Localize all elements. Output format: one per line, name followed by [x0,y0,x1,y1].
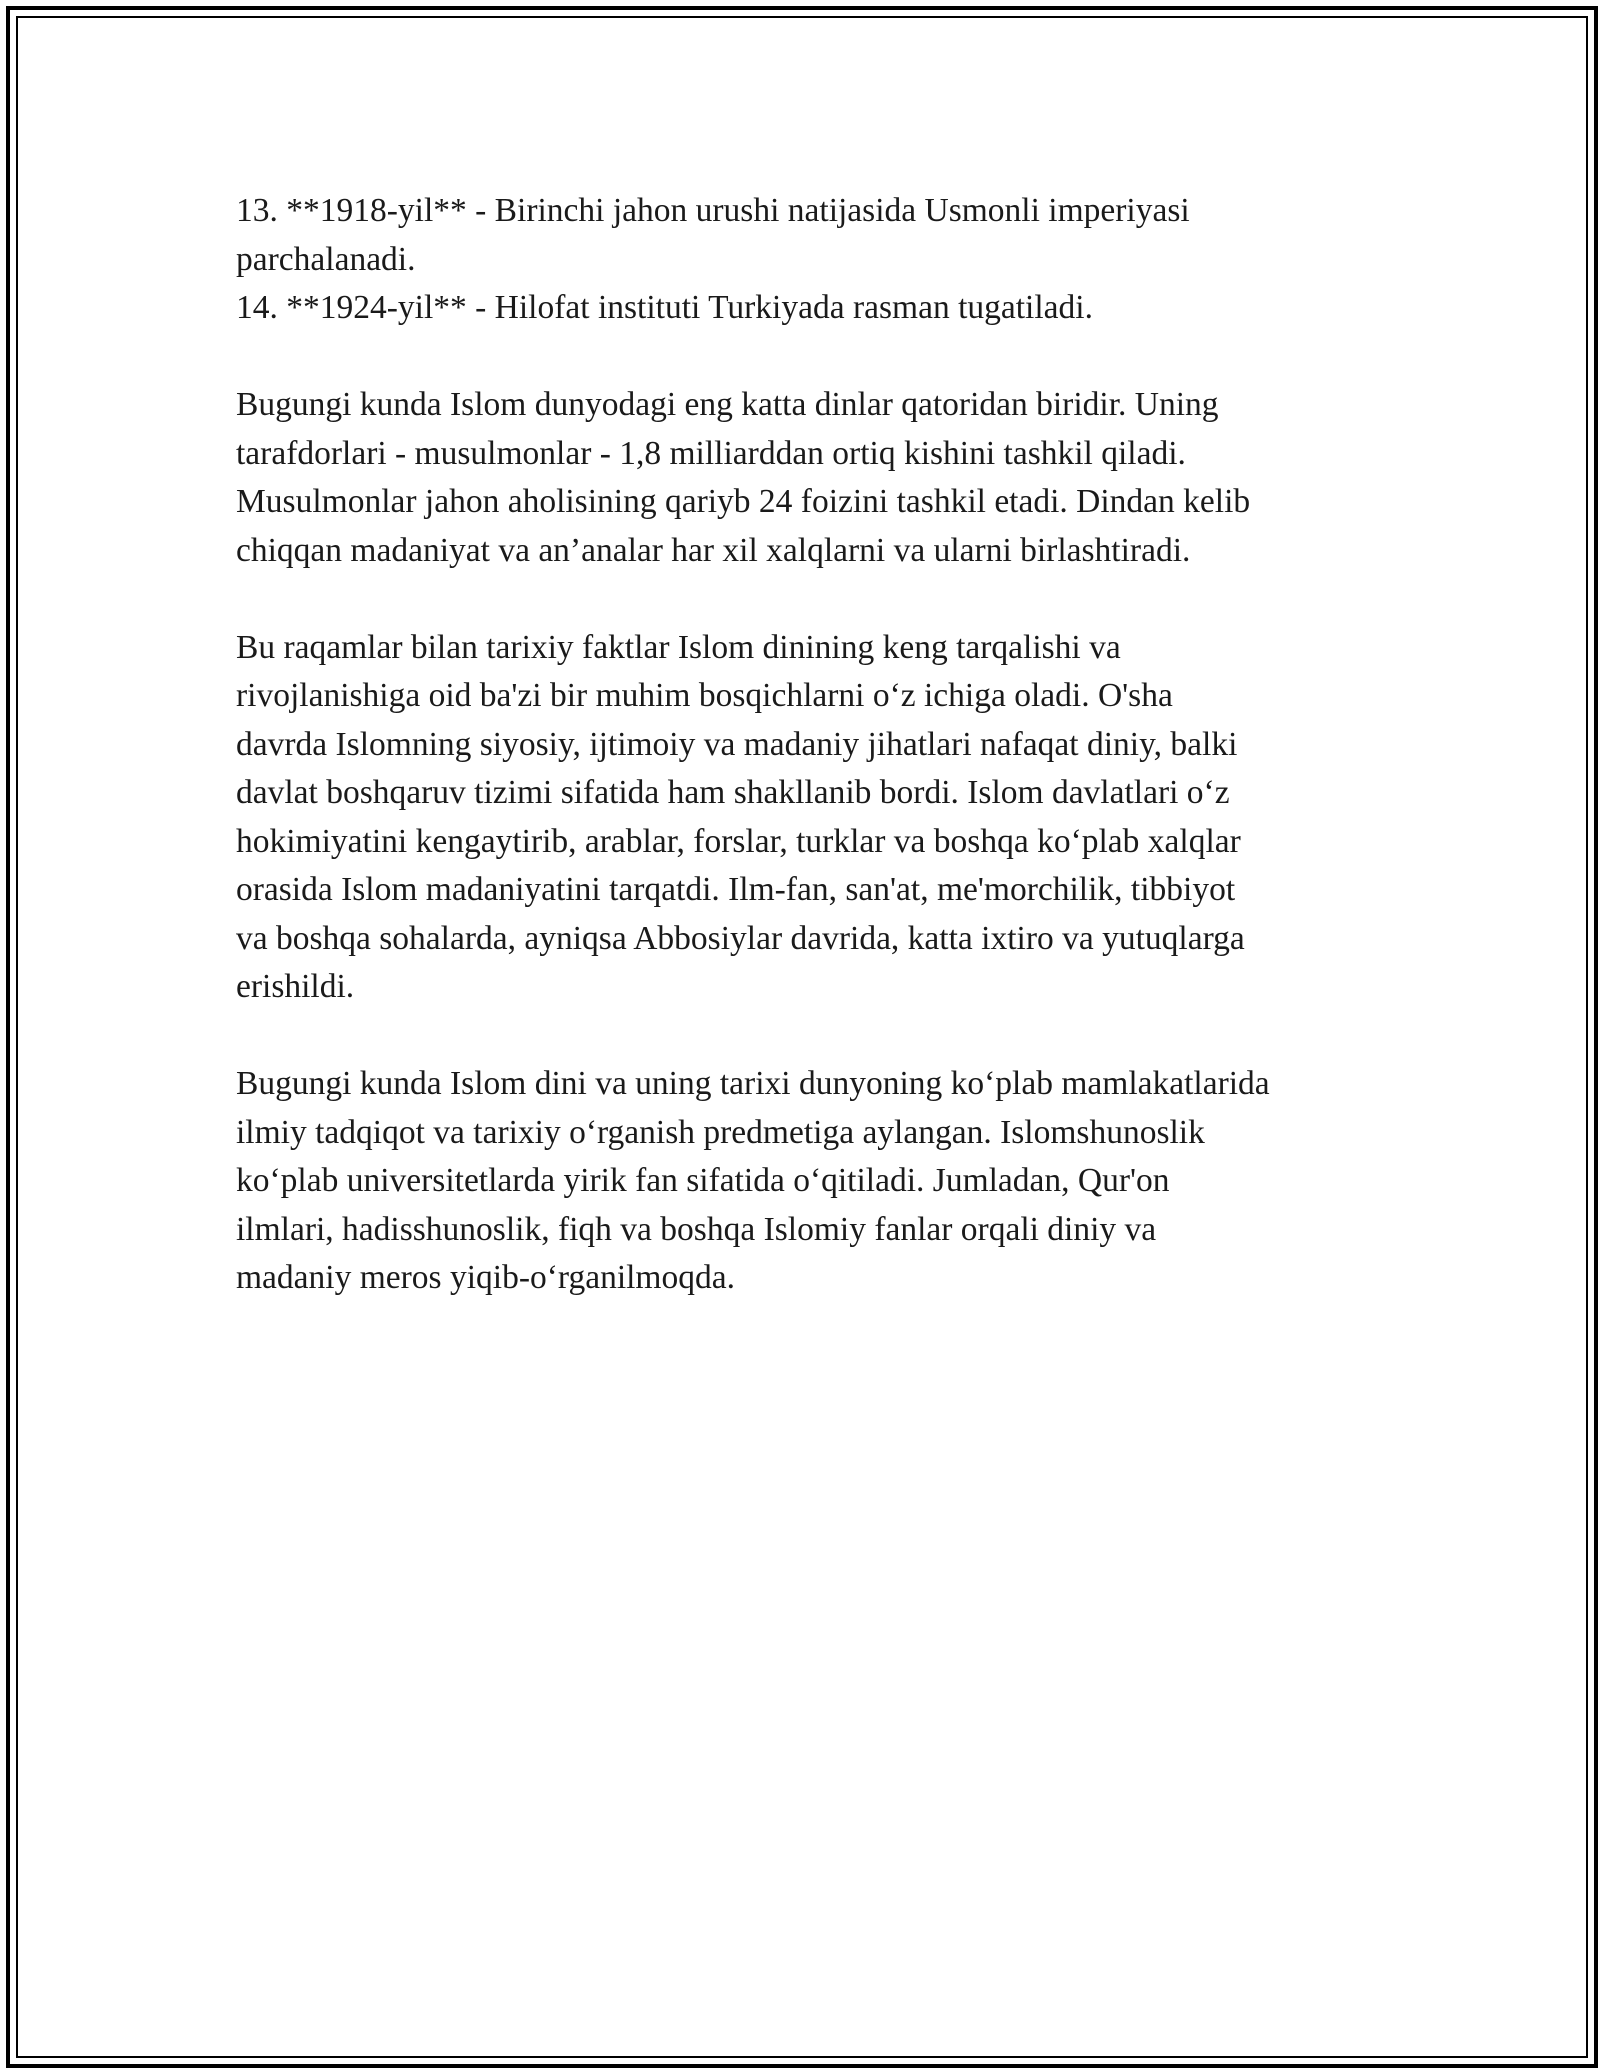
text-line: Bugungi kunda Islom dini va uning tarixi dunyoning ko‘plab mamlakatlarida [236,1065,1270,1102]
text-line: ilmlari, hadisshunoslik, fiqh va boshqa Islomiy fanlar orqali diniy va [236,1210,1157,1248]
text-line: orasida Islom madaniyatini tarqatdi. Ilm-fan, san'at, me'morchilik, tibbiyot [236,871,1236,908]
text-line: chiqqan madaniyat va an’analar har xil xalqlarni va ularni birlashtiradi. [236,531,1191,569]
paragraph-2 [236,624,1376,1012]
list-item-14 [236,284,1376,333]
text-line: ko‘plab universitetlarda yirik fan sifatida o‘qitiladi. Jumladan, Qur'on [236,1162,1170,1199]
text-line: hokimiyatini kengaytirib, arablar, forslar, turklar va boshqa ko‘plab xalqlar [236,822,1241,860]
text-line: Bugungi kunda Islom dunyodagi eng katta dinlar qatoridan biridir. Uning [236,386,1219,423]
paragraph-3 [236,1060,1376,1303]
text-line: erishildi. [236,968,355,1005]
text-line: va boshqa sohalarda, ayniqsa Abbosiylar davrida, katta ixtiro va yutuqlarga [236,919,1245,957]
text-line: 14. **1924-yil** - Hilofat instituti Turkiyada rasman tugatiladi. [236,289,1093,326]
list-item-13 [236,187,1376,284]
text-line: rivojlanishiga oid ba'zi bir muhim bosqichlarni o‘z ichiga oladi. O'sha [236,677,1173,714]
text-line: Bu raqamlar bilan tarixiy faktlar Islom dinining keng tarqalishi va [236,628,1121,666]
numbered-list [236,187,1376,333]
text-line: 13. **1918-yil** - Birinchi jahon urushi natijasida Usmonli imperiyasi [236,192,1190,229]
text-line: tarafdorlari - musulmonlar - 1,8 milliarddan ortiq kishini tashkil qiladi. [236,434,1186,472]
text-line: davlat boshqaruv tizimi sifatida ham shakllanib bordi. Islom davlatlari o‘z [236,774,1230,811]
paragraph-1 [236,381,1376,575]
text-line: parchalanadi. [236,240,416,278]
text-line: ilmiy tadqiqot va tarixiy o‘rganish predmetiga aylangan. Islomshunoslik [236,1113,1205,1151]
text-line: Musulmonlar jahon aholisining qariyb 24 foizini tashkil etadi. Dindan kelib [236,483,1251,520]
text-line: davrda Islomning siyosiy, ijtimoiy va madaniy jihatlari nafaqat diniy, balki [236,725,1238,763]
document-body [236,187,1376,1351]
text-line: madaniy meros yiqib-o‘rganilmoqda. [236,1259,735,1296]
